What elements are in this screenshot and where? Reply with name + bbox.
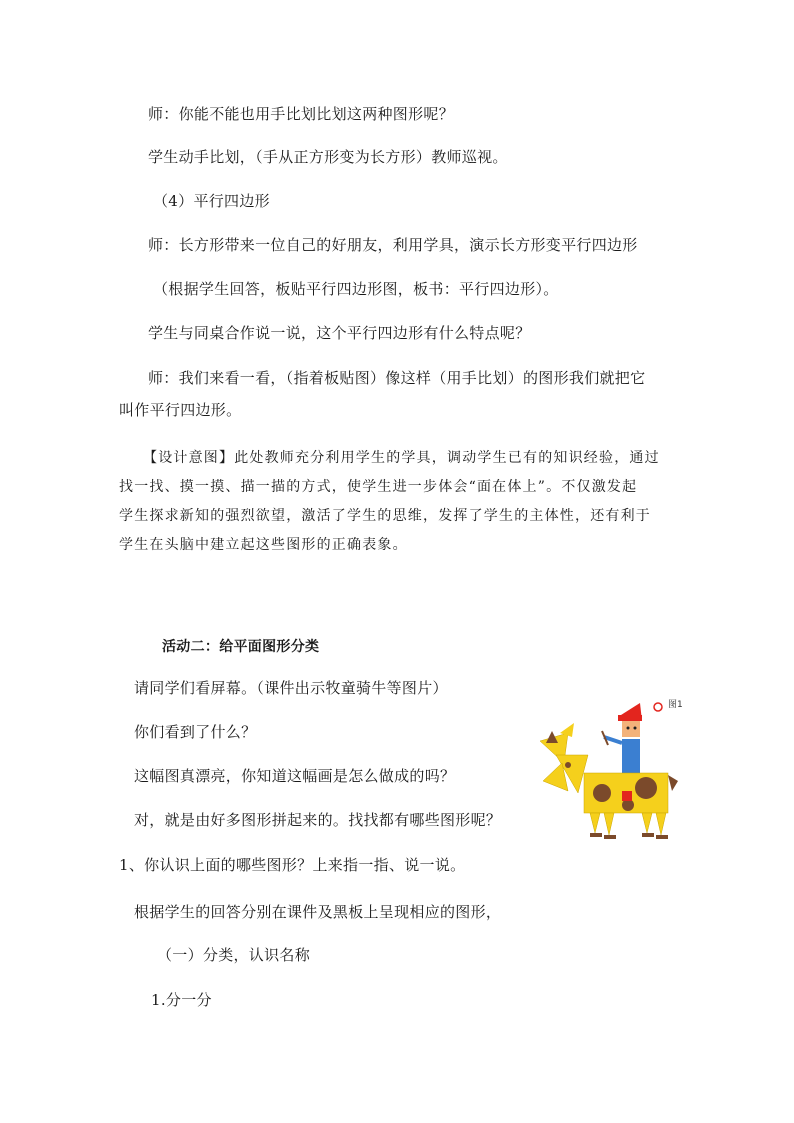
- design-note-row: 找一找、摸一摸、描一描的方式，使学生进一步体会“面在体上”。不仅激发起: [119, 479, 638, 495]
- text-line-4: 师：长方形带来一位自己的好朋友，利用学具，演示长方形变平行四边形: [148, 236, 638, 254]
- figure-label: 图1: [668, 700, 683, 710]
- design-note-row: 【设计意图】此处教师充分利用学生的学具，调动学生已有的知识经验，通过: [143, 450, 660, 466]
- text-line-7: 师：我们来看一看，（指着板贴图）像这样（用手比划）的图形我们就把它: [148, 369, 646, 387]
- text-line-1: 师：你能不能也用手比划比划这两种图形呢？: [148, 105, 455, 123]
- activity-line-6: 根据学生的回答分别在课件及黑板上呈现相应的图形，: [134, 903, 502, 921]
- design-note-row: 学生在头脑中建立起这些图形的正确表象。: [119, 537, 408, 553]
- activity-line-1: 请同学们看屏幕。（课件出示牧童骑牛等图片）: [134, 679, 448, 697]
- design-note-row: 学生探求新知的强烈欲望，激活了学生的思维，发挥了学生的主体性，还有利于: [119, 508, 651, 524]
- text-line-5: （根据学生回答，板贴平行四边形图，板书：平行四边形）。: [153, 280, 559, 298]
- text-line-6: 学生与同桌合作说一说，这个平行四边形有什么特点呢？: [148, 324, 531, 342]
- activity-heading: 活动二：给平面图形分类: [162, 639, 320, 655]
- text-line-8: 叫作平行四边形。: [119, 401, 242, 419]
- activity-line-7: （一）分类，认识名称: [157, 946, 311, 964]
- activity-line-8: 1.分一分: [151, 991, 212, 1009]
- activity-line-4: 对，就是由好多图形拼起来的。找找都有哪些图形呢？: [134, 811, 502, 829]
- activity-line-5: 1、你认识上面的哪些图形？上来指一指、说一说。: [119, 856, 466, 874]
- design-intent-note: [119, 444, 683, 560]
- text-line-2: 学生动手比划，（手从正方形变为长方形）教师巡视。: [148, 148, 508, 166]
- activity-line-2: 你们看到了什么？: [134, 723, 257, 741]
- shepherd-boy-riding-ox-shapes-icon: [538, 693, 688, 843]
- activity-line-3: 这幅图真漂亮，你知道这幅画是怎么做成的吗？: [134, 767, 456, 785]
- section-heading-parallelogram: （4）平行四边形: [153, 192, 270, 210]
